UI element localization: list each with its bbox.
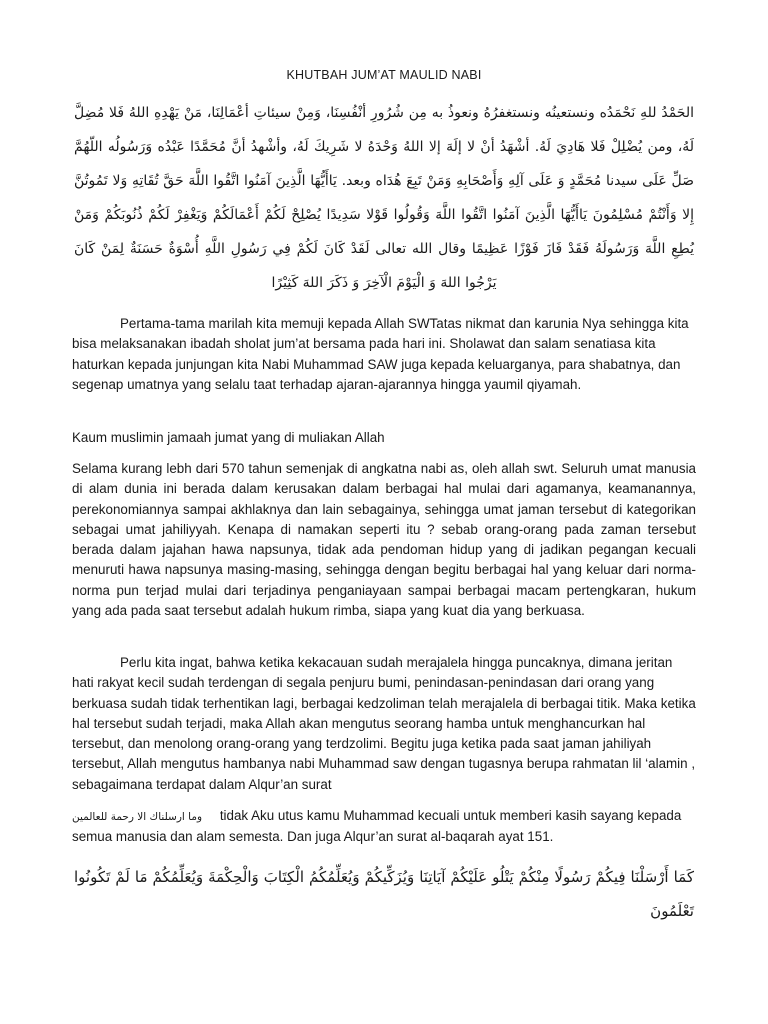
page-title: KHUTBAH JUM’AT MAULID NABI — [286, 68, 482, 82]
paragraph-prophet-sent: Perlu kita ingat, bahwa ketika kekacauan sudah merajalela hingga puncaknya, dimana jeritan hati rakyat kecil sudah terdengan di segala penjuru bumi, penindasan-penindasan dari orang yang berkuasa sudah tidak terhentikan lagi, berbagai kedzoliman telah merajalela di berbagai titik. Maka ketika hal tersebut sudah terjadi, maka Allah akan mengutus seorang hamba untuk menghancurkan hal tersebut, dan menolong orang-orang yang terdzolimi. Begitu juga ketika pada saat jaman jahiliyah tersebut, Allah mengutus hambanya nabi Muhammad saw dengan tugasnya berupa rahmatan lil ‘alamin , sebagaimana terdapat dalam Alqur’an surat — [72, 655, 696, 792]
arabic-closing-verse: كَمَا أَرْسَلْنَا فِيكُمْ رَسُولًا مِنْكُمْ يَتْلُو عَلَيْكُمْ آيَاتِنَا وَيُزَكِّيكُمْ وَيُعَلِّمُكُمُ الْكِتَابَ وَالْحِكْمَةَ وَيُعَلِّمُكُمْ مَا لَمْ تَكُونُوا تَعْلَمُونَ — [74, 868, 694, 920]
paragraph-jahiliyyah: Selama kurang lebh dari 570 tahun semenjak di angkatna nabi as, oleh allah swt. Seluruh umat manusia di alam dunia ini berada dalam kerusakan dalam berbagai hal mulai dari agamanya, keamanannya, perekonomiannya sampai akhlaknya dan lain sebagainya, sehingga umat jaman tersebut di kategorikan sebagai umat jahiliyyah. Kenapa di namakan seperti itu ? sebab orang-orang pada zaman tersebut berada dalam jajahan hawa napsunya, tidak ada pendoman hidup yang di jadikan pegangan kecuali menuruti hawa napsunya masing-masing, sehingga dengan begitu berbagai hal yang keluar dari norma-norma pun terjad mulai dari terjadinya penganiayaan sampai berbagai macam pertengkaran, hukum yang ada pada saat tersebut adalah hukum rimba, siapa yang kuat dia yang berkuasa. — [72, 461, 696, 619]
arabic-opening-text: الحَمْدُ للهِ نَحْمَدُه ونستعينُه ونستغفرُهُ ونعوذُ به مِن شُرُورِ أنْفُسِنَا، وَمِنْ سيئاتِ أعْمَالِنَا، مَنْ يَهْدِهِ اللهُ فَلا مُضِلَّ لَهُ، ومن يُضْلِلْ فَلا هَادِيَ لَهُ. أشْهَدُ أنْ لا إلَهَ إلا اللهُ وَحْدَهُ لا شَرِيكَ لَهُ، وأشْهدُ أنَّ مُحَمَّدًا عَبْدُه وَرَسُولُه اللّهُمَّ صَلِّ عَلَى سيدنا مُحَمَّدٍ وَ عَلَى آلِهِ وَأَصْحَابِهِ وَمَنْ تَبِعَ هُدَاه وبعد. يَاأَيُّهَا الَّذِينَ آمَنُوا اتَّقُوا اللَّهَ حَقَّ تُقَاتِهِ وَلا تَمُوتُنَّ إِلا وَأَنْتُمْ مُسْلِمُونَ يَاأَيُّهَا الَّذِينَ آمَنُوا اتَّقُوا اللَّهَ وَقُولُوا قَوْلا سَدِيدًا يُصْلِحْ لَكُمْ أَعْمَالَكُمْ وَيَغْفِرْ لَكُمْ ذُنُوبَكُمْ وَمَنْ يُطِعِ اللَّهَ وَرَسُولَهُ فَقَدْ فَازَ فَوْزًا عَظِيمًا وقال الله تعالى لَقَدْ كَانَ لَكُمْ فِي رَسُولِ اللَّهِ أُسْوَةٌ حَسَنَةٌ لِمَنْ كَانَ يَرْجُوا اللهَ وَ الْيَوْمَ الْآخِرَ وَ ذَكَرَ اللهَ كَثِيْرًا — [74, 105, 694, 291]
paragraph-opening-praise: Pertama-tama marilah kita memuji kepada Allah SWTatas nikmat dan karunia Nya sehingga kita bisa melaksanakan ibadah sholat jum’at bersama pada hari ini. Sholawat dan salam senatiasa kita haturkan kepada junjungan kita Nabi Muhammad SAW juga kepada keluarganya, para shabatnya, dan segenap umatnya yang selalu taat terhadap ajaran-ajarannya hingga yaumil qiyamah. — [72, 316, 689, 392]
arabic-inline-verse: وما ارسلناك الا رحمة للعالمين — [72, 811, 203, 823]
paragraph-greeting: Kaum muslimin jamaah jumat yang di muliakan Allah — [72, 430, 385, 445]
verse-translation: tidak Aku utus kamu Muhammad kecuali untuk memberi kasih sayang kepada semua manusia dan alam semesta. Dan juga Alqur’an surat al-baqarah ayat 151. — [72, 808, 682, 845]
verse-citation — [72, 806, 696, 848]
